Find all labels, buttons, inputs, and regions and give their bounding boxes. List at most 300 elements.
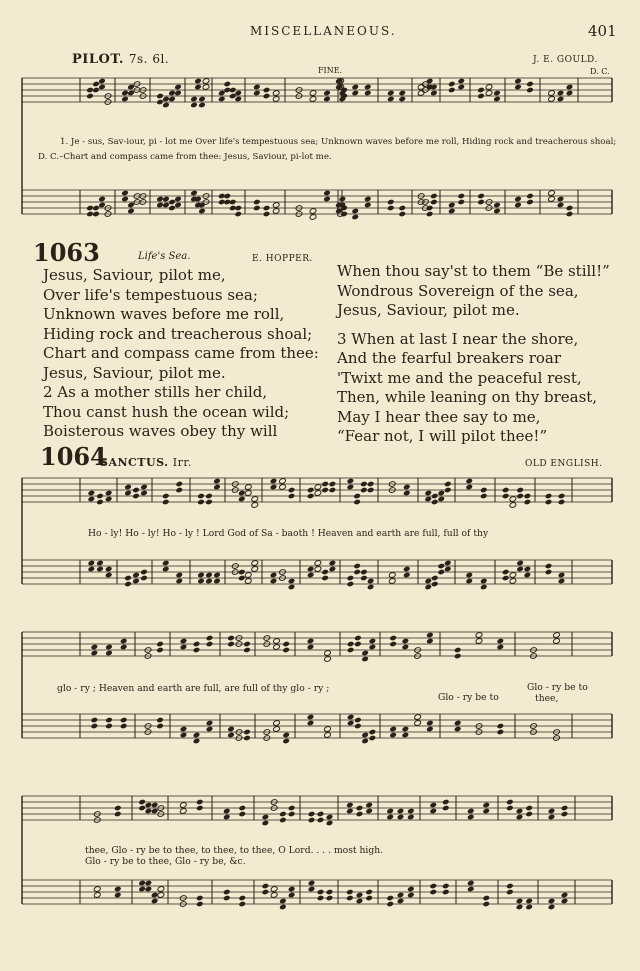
note-head xyxy=(561,898,569,905)
note-head xyxy=(557,90,565,97)
note-head xyxy=(457,199,465,206)
note-head xyxy=(548,808,556,815)
note-head xyxy=(324,732,332,739)
note-head xyxy=(238,805,246,812)
note-head xyxy=(365,895,373,902)
note-head xyxy=(262,814,270,821)
verse-line: May I hear thee say to me, xyxy=(337,407,541,426)
note-head xyxy=(431,493,439,500)
verse-line: Jesus, Saviour, pilot me. xyxy=(337,301,520,319)
composer-gould: J. E. GOULD. xyxy=(533,55,598,65)
note-head xyxy=(145,802,153,809)
note-head xyxy=(442,883,450,890)
note-head xyxy=(475,638,483,645)
hymn1063-left-column xyxy=(43,266,319,442)
note-head xyxy=(360,487,368,494)
note-head xyxy=(175,578,183,585)
note-head xyxy=(227,726,235,733)
note-head xyxy=(509,502,517,509)
note-head xyxy=(307,487,315,494)
note-head xyxy=(162,560,170,567)
note-head xyxy=(429,808,437,815)
note-head xyxy=(365,808,373,815)
composer-old-english: OLD ENGLISH. xyxy=(525,459,603,469)
note-head xyxy=(548,190,556,197)
note-head xyxy=(361,732,369,739)
note-head xyxy=(238,575,246,582)
note-head xyxy=(323,96,331,103)
note-head xyxy=(467,814,475,821)
note-head xyxy=(347,641,355,648)
note-head xyxy=(138,886,146,893)
note-head xyxy=(198,96,206,103)
note-head xyxy=(347,720,355,727)
note-head xyxy=(121,90,129,97)
note-head xyxy=(321,569,329,576)
note-head xyxy=(270,886,278,893)
note-head xyxy=(96,566,104,573)
note-head xyxy=(282,732,290,739)
note-head xyxy=(279,478,287,485)
sanctus-lyrics-2c: Glo - ry be to xyxy=(527,682,588,693)
note-head xyxy=(308,886,316,893)
note-head xyxy=(91,717,99,724)
note-head xyxy=(223,895,231,902)
note-head xyxy=(437,490,445,497)
note-head xyxy=(234,96,242,103)
note-head xyxy=(526,199,534,206)
note-head xyxy=(114,892,122,899)
note-head xyxy=(402,732,410,739)
note-head xyxy=(414,720,422,727)
note-head xyxy=(402,726,410,733)
note-head xyxy=(238,490,246,497)
sanctus-lyrics-3-bottom: Glo - ry be to thee, Glo - ry be, &c. xyxy=(85,856,246,867)
note-head xyxy=(430,199,438,206)
hymn-number-1063: 1063 xyxy=(33,238,100,267)
note-head xyxy=(206,720,214,727)
note-head xyxy=(262,883,270,890)
note-head xyxy=(448,208,456,215)
note-head xyxy=(238,569,246,576)
note-head xyxy=(387,205,395,212)
note-head xyxy=(429,889,437,896)
note-head xyxy=(480,578,488,585)
note-head xyxy=(526,81,534,88)
note-head xyxy=(238,811,246,818)
note-head xyxy=(229,87,237,94)
note-head xyxy=(502,487,510,494)
note-head xyxy=(482,901,490,908)
note-head xyxy=(114,886,122,893)
sanctus-lyrics-2a: glo - ry ; Heaven and earth are full, are full of thy glo - ry ; xyxy=(57,683,330,694)
note-head xyxy=(96,493,104,500)
note-head xyxy=(279,484,287,491)
note-head xyxy=(138,880,146,887)
note-head xyxy=(361,656,369,663)
note-head xyxy=(389,732,397,739)
note-head xyxy=(127,208,135,215)
note-head xyxy=(238,895,246,902)
note-head xyxy=(180,726,188,733)
note-head xyxy=(403,566,411,573)
note-head xyxy=(272,96,280,103)
note-head xyxy=(227,732,235,739)
note-head xyxy=(506,799,514,806)
note-head xyxy=(480,493,488,500)
note-head xyxy=(190,102,198,109)
note-head xyxy=(557,96,565,103)
note-head xyxy=(426,726,434,733)
note-head xyxy=(326,889,334,896)
note-head xyxy=(407,814,415,821)
note-head xyxy=(168,96,176,103)
note-head xyxy=(444,481,452,488)
verse-line: Wondrous Sovereign of the sea, xyxy=(337,281,579,300)
page-number: 401 xyxy=(588,22,617,40)
note-head xyxy=(364,196,372,203)
note-head xyxy=(386,901,394,908)
note-head xyxy=(454,647,462,654)
note-head xyxy=(356,811,364,818)
note-head xyxy=(329,481,337,488)
note-head xyxy=(180,732,188,739)
note-head xyxy=(156,723,164,730)
note-head xyxy=(561,805,569,812)
note-head xyxy=(244,484,252,491)
note-head xyxy=(244,578,252,585)
note-head xyxy=(92,205,100,212)
note-head xyxy=(162,96,170,103)
note-head xyxy=(229,199,237,206)
note-head xyxy=(324,650,332,657)
note-head xyxy=(86,93,94,100)
note-head xyxy=(414,714,422,721)
note-head xyxy=(444,566,452,573)
note-head xyxy=(369,638,377,645)
note-head xyxy=(364,90,372,97)
verse-line: And the fearful breakers roar xyxy=(337,349,562,367)
note-head xyxy=(467,880,475,887)
note-head xyxy=(403,572,411,579)
note-head xyxy=(307,644,315,651)
dc-mark: D. C. xyxy=(590,67,610,76)
note-head xyxy=(339,196,347,203)
note-head xyxy=(238,901,246,908)
note-head xyxy=(351,84,359,91)
note-head xyxy=(202,78,210,85)
note-head xyxy=(308,880,316,887)
note-head xyxy=(92,87,100,94)
note-head xyxy=(180,644,188,651)
note-head xyxy=(288,487,296,494)
note-head xyxy=(196,895,204,902)
note-head xyxy=(86,205,94,212)
note-head xyxy=(272,202,280,209)
note-head xyxy=(156,647,164,654)
note-head xyxy=(96,560,104,567)
note-head xyxy=(270,478,278,485)
note-head xyxy=(132,487,140,494)
note-head xyxy=(387,96,395,103)
note-head xyxy=(105,717,113,724)
note-head xyxy=(558,572,566,579)
note-head xyxy=(402,638,410,645)
note-head xyxy=(502,569,510,576)
note-head xyxy=(354,717,362,724)
note-head xyxy=(309,208,317,215)
note-head xyxy=(397,892,405,899)
note-head xyxy=(270,892,278,899)
fine-mark: FINE. xyxy=(318,66,343,75)
note-head xyxy=(442,805,450,812)
note-head xyxy=(196,799,204,806)
note-head xyxy=(482,895,490,902)
note-head xyxy=(548,814,556,821)
note-head xyxy=(509,572,517,579)
note-head xyxy=(502,575,510,582)
note-head xyxy=(162,196,170,203)
note-head xyxy=(196,805,204,812)
note-head xyxy=(398,211,406,218)
note-head xyxy=(545,493,553,500)
note-head xyxy=(516,808,524,815)
note-head xyxy=(424,496,432,503)
note-head xyxy=(553,632,561,639)
note-head xyxy=(431,499,439,506)
note-head xyxy=(545,499,553,506)
note-head xyxy=(197,578,205,585)
note-head xyxy=(120,723,128,730)
note-head xyxy=(448,81,456,88)
sanctus-lyrics-2d: thee, xyxy=(535,693,559,704)
note-head xyxy=(309,96,317,103)
note-head xyxy=(387,199,395,206)
note-head xyxy=(132,572,140,579)
note-head xyxy=(346,802,354,809)
note-head xyxy=(389,641,397,648)
note-head xyxy=(346,895,354,902)
note-head xyxy=(282,738,290,745)
note-head xyxy=(369,729,377,736)
verse-line: 2 As a mother stills her child, xyxy=(43,383,268,401)
hymn-tune-life-sea: Life's Sea. xyxy=(138,251,191,262)
note-head xyxy=(516,904,524,911)
sanctus-lyrics-2b: Glo - ry be to xyxy=(438,692,499,703)
verse-line: Over life's tempestuous sea; xyxy=(43,285,258,304)
note-head xyxy=(367,481,375,488)
note-head xyxy=(288,493,296,500)
note-head xyxy=(205,499,213,506)
note-head xyxy=(96,499,104,506)
note-head xyxy=(477,199,485,206)
note-head xyxy=(179,808,187,815)
note-head xyxy=(321,487,329,494)
verse-line xyxy=(337,321,610,330)
note-head xyxy=(168,205,176,212)
note-head xyxy=(262,820,270,827)
note-head xyxy=(323,90,331,97)
note-head xyxy=(326,814,334,821)
hymn-number-1064: 1064 xyxy=(40,442,107,471)
note-head xyxy=(151,802,159,809)
note-head xyxy=(132,493,140,500)
note-head xyxy=(454,653,462,660)
note-head xyxy=(493,202,501,209)
note-head xyxy=(475,632,483,639)
note-head xyxy=(477,93,485,100)
note-head xyxy=(262,889,270,896)
note-head xyxy=(309,214,317,221)
verse-line: Jesus, Saviour, pilot me. xyxy=(43,363,226,382)
hymn-author-hopper: E. HOPPER. xyxy=(252,254,313,264)
note-head xyxy=(482,808,490,815)
note-head xyxy=(493,208,501,215)
note-head xyxy=(145,886,153,893)
note-head xyxy=(272,90,280,97)
note-head xyxy=(557,196,565,203)
note-head xyxy=(243,641,251,648)
note-head xyxy=(202,84,210,91)
note-head xyxy=(360,481,368,488)
note-head xyxy=(273,638,281,645)
note-head xyxy=(206,635,214,642)
note-head xyxy=(175,572,183,579)
note-head xyxy=(251,496,259,503)
note-head xyxy=(308,817,316,824)
note-head xyxy=(317,811,325,818)
note-head xyxy=(92,211,100,218)
note-head xyxy=(506,883,514,890)
note-head xyxy=(403,484,411,491)
note-head xyxy=(321,575,329,582)
note-head xyxy=(156,99,164,106)
note-head xyxy=(314,484,322,491)
note-head xyxy=(253,199,261,206)
note-head xyxy=(251,566,259,573)
note-head xyxy=(88,560,96,567)
note-head xyxy=(360,569,368,576)
note-head xyxy=(516,487,524,494)
note-head xyxy=(194,78,202,85)
note-head xyxy=(558,493,566,500)
note-head xyxy=(156,717,164,724)
note-head xyxy=(346,808,354,815)
note-head xyxy=(323,190,331,197)
note-head xyxy=(234,211,242,218)
note-head xyxy=(273,726,281,733)
note-head xyxy=(347,714,355,721)
note-head xyxy=(516,566,524,573)
note-head xyxy=(151,898,159,905)
note-head xyxy=(493,96,501,103)
note-head xyxy=(132,578,140,585)
note-head xyxy=(124,575,132,582)
note-head xyxy=(493,90,501,97)
verse-line: Chart and compass came from thee: xyxy=(43,344,319,362)
note-head xyxy=(526,193,534,200)
note-head xyxy=(516,493,524,500)
note-head xyxy=(121,196,129,203)
note-head xyxy=(397,898,405,905)
note-head xyxy=(193,732,201,739)
note-head xyxy=(497,723,505,730)
note-head xyxy=(279,817,287,824)
note-head xyxy=(223,889,231,896)
note-head xyxy=(156,93,164,100)
note-head xyxy=(397,814,405,821)
note-head xyxy=(307,493,315,500)
note-head xyxy=(566,211,574,218)
note-head xyxy=(88,566,96,573)
note-head xyxy=(140,569,148,576)
note-head xyxy=(98,196,106,203)
note-head xyxy=(477,193,485,200)
note-head xyxy=(197,493,205,500)
note-head xyxy=(157,892,165,899)
note-head xyxy=(353,499,361,506)
note-head xyxy=(558,499,566,506)
note-head xyxy=(524,572,532,579)
note-head xyxy=(364,84,372,91)
note-head xyxy=(121,96,129,103)
verse-line: Boisterous waves obey thy will xyxy=(43,422,278,440)
note-head xyxy=(288,805,296,812)
note-head xyxy=(198,208,206,215)
note-head xyxy=(356,892,364,899)
note-head xyxy=(162,102,170,109)
note-head xyxy=(353,569,361,576)
note-head xyxy=(105,644,113,651)
note-head xyxy=(389,726,397,733)
note-head xyxy=(91,644,99,651)
note-head xyxy=(389,635,397,642)
note-head xyxy=(124,490,132,497)
note-head xyxy=(347,581,355,588)
note-head xyxy=(93,886,101,893)
note-head xyxy=(307,720,315,727)
note-head xyxy=(317,889,325,896)
note-head xyxy=(516,898,524,905)
note-head xyxy=(279,898,287,905)
note-head xyxy=(369,735,377,742)
note-head xyxy=(244,572,252,579)
note-head xyxy=(545,563,553,570)
note-head xyxy=(205,572,213,579)
note-head xyxy=(386,814,394,821)
note-head xyxy=(114,805,122,812)
note-head xyxy=(156,202,164,209)
verse-line: Unknown waves before me roll, xyxy=(43,305,285,323)
note-head xyxy=(467,808,475,815)
note-head xyxy=(424,578,432,585)
note-head xyxy=(120,717,128,724)
note-head xyxy=(194,84,202,91)
note-head xyxy=(407,892,415,899)
note-head xyxy=(86,211,94,218)
note-head xyxy=(168,199,176,206)
note-head xyxy=(105,496,113,503)
note-head xyxy=(156,196,164,203)
note-head xyxy=(361,738,369,745)
note-head xyxy=(424,584,432,591)
note-head xyxy=(156,641,164,648)
note-head xyxy=(157,886,165,893)
note-head xyxy=(223,81,231,88)
note-head xyxy=(356,898,364,905)
note-head xyxy=(497,729,505,736)
note-head xyxy=(140,575,148,582)
